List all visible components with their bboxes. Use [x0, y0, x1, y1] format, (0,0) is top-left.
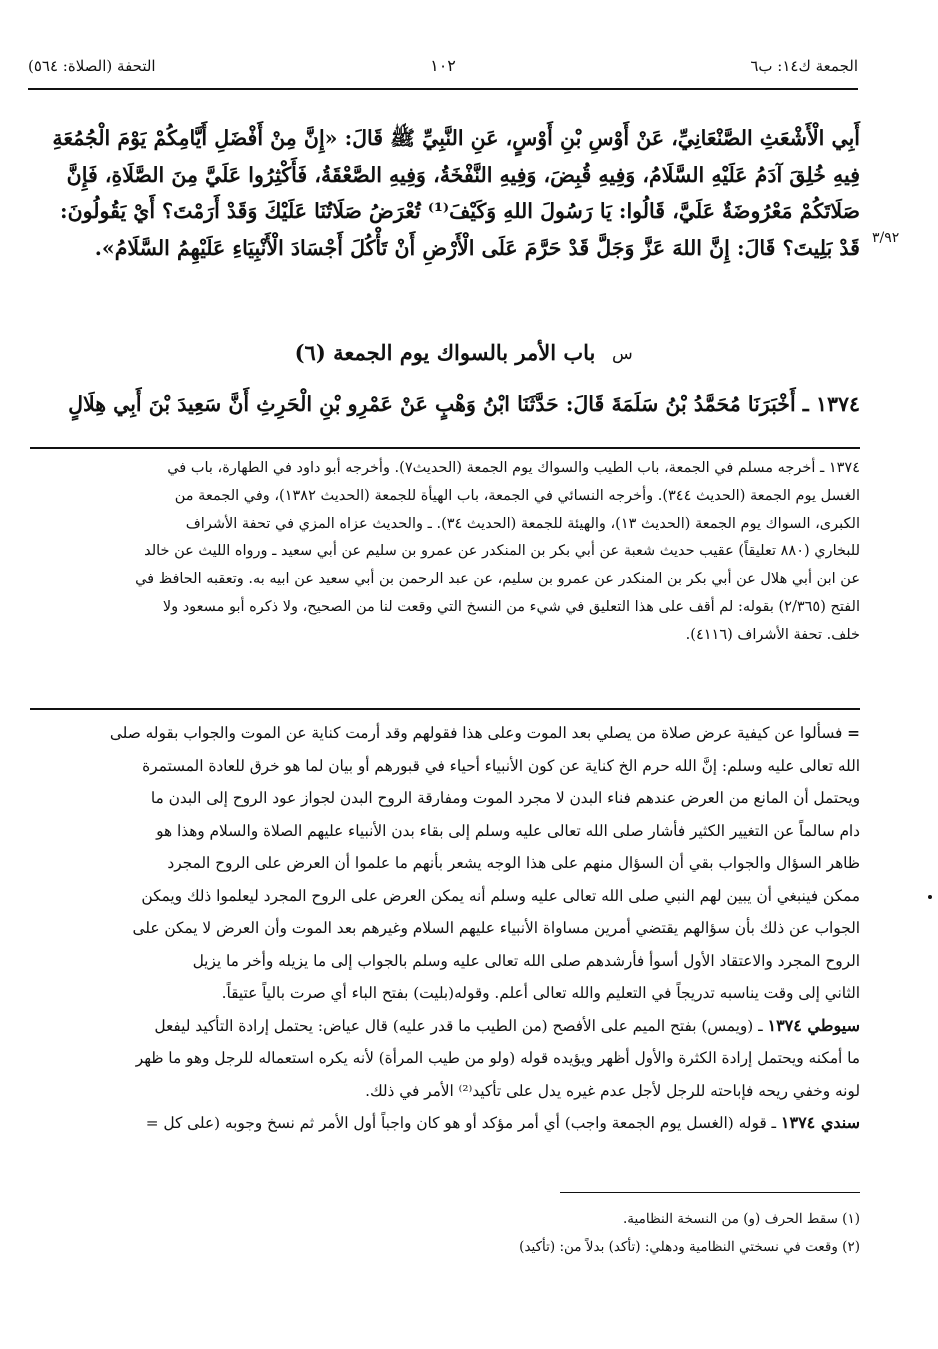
hadith-1374-start: ١٣٧٤ ـ أَخْبَرَنَا مُحَمَّدُ بْنُ سَلَمَةَ قَالَ: حَدَّثَنَا ابْنُ وَهْبٍ عَنْ عَمْرِو بْنِ الْحَرِثِ أَنَّ سَعِيدَ بْنَ أَبِي هِلَالٍ: [68, 392, 860, 416]
hadith-text: [30, 120, 860, 266]
hadith-line: أَبِي الْأَشْعَثِ الصَّنْعَانِيِّ، عَنْ أَوْسِ بْنِ أَوْسٍ، عَنِ النَّبِيِّ ﷺ قَالَ: «إِنَّ مِنْ أَفْضَلِ أَيَّامِكُمْ يَوْمَ الْجُمُعَةِ: [52, 126, 860, 150]
page-header: [28, 55, 858, 89]
header-tuhfa-ref: التحفة (الصلاة: ٥٦٤): [28, 57, 156, 75]
commentary-line: الجواب عن ذلك بأن سؤالهم يقتضي أمرين مساواة الأنبياء عليهم السلام وغيرهم بعد الموت وأن العرض لا يمكن على: [132, 919, 860, 937]
commentary-line: ظاهر السؤال والجواب بقي أن السؤال منهم على هذا الوجه يشعر بأنهم ما علموا أن العرض على الروح المجرد: [167, 854, 860, 872]
footnote-rule: [560, 1192, 860, 1193]
note-line: الغسل يوم الجمعة (الحديث ٣٤٤). وأخرجه النسائي في الجمعة، باب الهيأة للجمعة (الحديث ١٣٨٢)، وفي الجمعة من: [174, 487, 860, 504]
note-line: ١٣٧٤ ـ أخرجه مسلم في الجمعة، باب الطيب والسواك يوم الجمعة (الحديث٧). وأخرجه أبو داود في الطهارة، باب في: [167, 460, 860, 476]
takhrij-notes: [30, 455, 860, 650]
header-chapter-ref: الجمعة ك١٤: ب٦: [750, 57, 858, 75]
commentary-line: الروح المجرد والاعتقاد الأول أسوأ فأرشدهم صلى الله تعالى عليه وسلم بالجواب إلى ما يزيله وأخر ما يزيل: [192, 951, 860, 970]
margin-volume-ref: ٣/٩٢: [872, 230, 900, 246]
divider-rule: [30, 708, 860, 710]
note-line: الكبرى، السواك يوم الجمعة (الحديث ١٣)، والهيئة للجمعة (الحديث ٣٤). ـ والحديث عزاه المزي في تحفة الأشراف: [185, 515, 860, 532]
chapter-marker: س: [612, 344, 633, 364]
commentary: [28, 718, 860, 1139]
note-line: عن ابن أبي هلال عن أبي بكر بن المنكدر عن عمرو بن سليم، عن عبد الرحمن بن أبي سعيد عن ابيه به. وتعقبه الحافظ في: [135, 571, 860, 588]
divider-rule: [30, 447, 860, 449]
footnote-2: (٢) وقعت في نسختي النظامية ودهلي: (تأكد) بدلاً من: (تأكيد): [519, 1239, 860, 1255]
note-line: خلف. تحفة الأشراف (٤١١٦).: [685, 626, 860, 643]
margin-dot: [928, 895, 932, 899]
header-rule: [28, 88, 858, 90]
commentary-line: سيوطي ١٣٧٤ ـ (ويمس) بفتح الميم على الأفصح (من الطيب ما قدر عليه) قال عياض: يحتمل إرادة التأكيد ليفعل: [154, 1015, 860, 1035]
footnotes: [30, 1205, 860, 1261]
commentary-line: لونه وخفي ريحه فإباحته للرجل لأجل عدم غيره يدل على تأكيد⁽²⁾ الأمر في ذلك.: [365, 1081, 860, 1100]
note-line: للبخاري (٨٨٠ تعليقاً) عقيب حديث شعبة عن أبي بكر بن المنكدر عن عمرو بن سليم عن أبي سعيد ـ ورواه الليث عن خالد: [144, 543, 860, 560]
suyuti-label: سيوطي ١٣٧٤: [767, 1015, 860, 1035]
commentary-line: ما أمكنه ويحتمل إرادة الكثرة والأول أظهر ويؤيده قوله (ولو من طيب المرأة) لأنه يكره استعماله للرجل وهو ما ظهر: [135, 1049, 860, 1067]
footnote-1: (١) سقط الحرف (و) من النسخة النظامية.: [623, 1211, 860, 1227]
hadith-line: فِيهِ خُلِقَ آدَمُ عَلَيْهِ السَّلَامُ، وَفِيهِ قُبِضَ، وَفِيهِ النَّفْخَةُ، وَفِيهِ الصَّعْقَةُ، فَأَكْثِرُوا عَلَيَّ مِنَ الصَّلَاةِ، فَإِنَّ: [66, 162, 860, 187]
commentary-line: ويحتمل أن المانع من العرض عندهم فناء البدن لا مجرد الموت ومفارقة الروح البدن لجواز عود الروح إلى البدن ما: [150, 789, 860, 807]
commentary-line: دام سالماً عن التغيير الكثير فأشار صلى الله تعالى عليه وسلم إلى بقاء بدن الأنبياء عليهم الصلاة والسلام وهذا هو: [156, 821, 860, 840]
chapter-title: (٦) باب الأمر بالسواك يوم الجمعة: [294, 340, 596, 365]
hadith-line: صَلَاتَكُمْ مَعْرُوضَةٌ عَلَيَّ، قَالُوا: يَا رَسُولَ اللهِ وَكَيْفَ⁽¹⁾ تُعْرَضُ صَلَاتُنَا عَلَيْكَ وَقَدْ أَرَمْتَ؟ أَيْ يَقُولُونَ:: [60, 199, 860, 223]
commentary-line: الثاني إلى وقت يناسبه تدريجاً في التعليم والله تعالى أعلم. وقوله(بليت) بفتح الباء أي صرت بالياً عتيقاً.: [221, 984, 860, 1002]
note-line: الفتح (٢/٣٦٥) بقوله: لم أقف على هذا التعليق في شيء من النسخ التي وقعت لنا من الصحيح، ولا ذكره أبو مسعود ولا: [162, 598, 860, 615]
sindi-label: سندي ١٣٧٤: [780, 1113, 860, 1132]
commentary-line: سندي ١٣٧٤ ـ قوله (الغسل يوم الجمعة واجب) أي أمر مؤكد أو هو كان واجباً أول الأمر ثم نسخ وجوبه (على كل =: [145, 1113, 860, 1132]
commentary-line: ممكن فينبغي أن يبين لهم النبي صلى الله تعالى عليه وسلم أنه يمكن العرض على الروح المجرد ليعلموا ذلك ويمكن: [141, 886, 860, 905]
continuation-mark: =: [847, 724, 860, 742]
commentary-line: = فسألوا عن كيفية عرض صلاة من يصلي بعد الموت وعلى هذا فقولهم وقد أرمت كناية عن الموت والجواب بقوله صلى: [109, 724, 860, 742]
hadith-line: قَدْ بَلِيتَ؟ قَالَ: إِنَّ اللهَ عَزَّ وَجَلَّ قَدْ حَرَّمَ عَلَى الْأَرْضِ أَنْ تَأْكُلَ أَجْسَادَ الْأَنْبِيَاءِ عَلَيْهِمُ السَّلَامُ».: [94, 235, 860, 260]
page-number: ١٠٢: [430, 56, 456, 75]
commentary-line: الله تعالى عليه وسلم: إنَّ الله حرم الخ كناية عن كون الأنبياء أحياء في قبورهم أو بيان لما هو خرق للعادة المستمرة: [142, 756, 860, 775]
